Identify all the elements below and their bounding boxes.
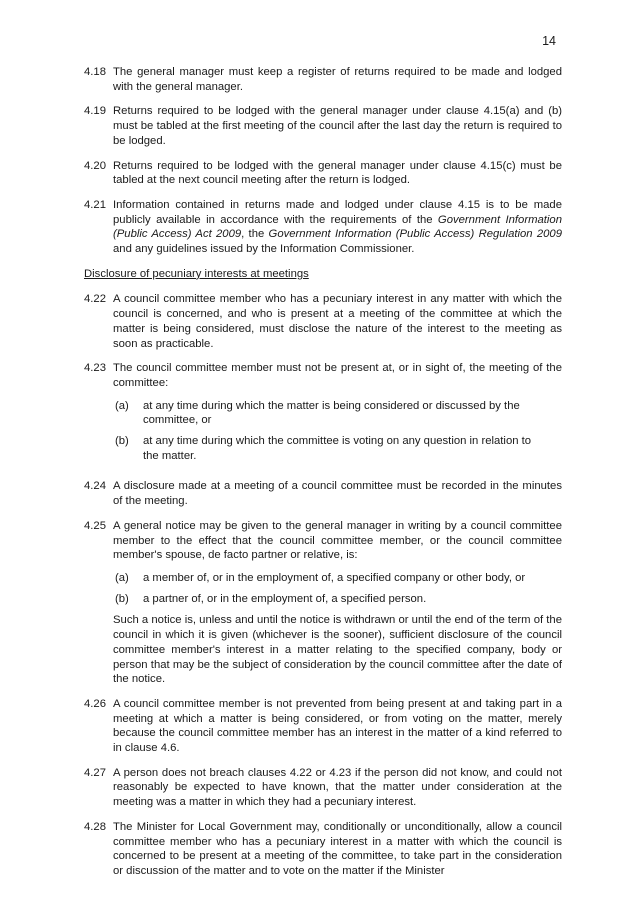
clause-text: The general manager must keep a register of returns required to be made and lodged with the general manager. — [113, 66, 562, 93]
clause-4-26 — [84, 697, 562, 756]
clause-4-24 — [84, 479, 562, 508]
clause-4-28 — [84, 820, 562, 879]
sub-item — [113, 434, 562, 463]
sub-item-text: a member of, or in the employment of, a specified company or other body, or — [143, 571, 526, 584]
clause-4-27 — [84, 766, 562, 810]
clause-text: The council committee member must not be present at, or in sight of, the meeting of the committee: — [113, 362, 562, 389]
clause-text: The Minister for Local Government may, conditionally or unconditionally, allow a council committee member who has a pecuniary interest in a matter with which the council is concerned to be present at a meeting of the committee, to take part in the consideration or discussion of the matter and to vote on the matter if the Minister — [113, 820, 562, 877]
clause-text: A person does not breach clauses 4.22 or 4.23 if the person did not know, and could not reasonably be expected to have known, that the matter under consideration at the meeting was a matter in which they had a pecuniary interest. — [113, 766, 562, 809]
clause-text: Returns required to be lodged with the general manager under clause 4.15(a) and (b) must be tabled at the first meeting of the council after the last day the return is required to be lodged. — [113, 105, 562, 147]
clause-body — [113, 519, 562, 687]
clause-text: A disclosure made at a meeting of a council committee must be recorded in the minutes of the meeting. — [113, 480, 562, 508]
clause-text: A council committee member is not prevented from being present at and taking part in a meeting at which a matter is being considered, or from voting on the matter, merely because the council committee member has an interest in the matter of a kind referred to in clause 4.6. — [113, 697, 562, 755]
act-title: Government Information (Public Access) Act 2009 — [113, 213, 562, 241]
clause-text-part: and any guidelines issued by the Information Commissioner. — [113, 243, 415, 256]
sub-item-text: at any time during which the committee is voting on any question in relation to the matter. — [143, 435, 532, 462]
clause-number: 4.23 — [84, 362, 106, 375]
clause-follow-up-text: Such a notice is, unless and until the notice is withdrawn or until the end of the term of the council in which it is given (whichever is the sooner), sufficient disclosure of the council committee member's interest in a matter relating to the specified company, body or person that may be the subject of consideration by the council committee after the date of the notice. — [113, 614, 562, 686]
clause-number: 4.26 — [84, 697, 106, 710]
sub-item-label: (b) — [115, 592, 129, 605]
clause-body — [113, 361, 562, 469]
sub-item-label: (b) — [115, 435, 129, 448]
regulation-title: Government Information (Public Access) Regulation 2009 — [268, 228, 562, 241]
clause-text-part: Information contained in returns made and lodged under clause 4.15 is to be made publicly available in accordance with the requirements of the — [113, 198, 562, 226]
clause-number: 4.24 — [84, 480, 106, 493]
sub-item-label: (a) — [115, 571, 129, 584]
clause-4-18 — [84, 65, 562, 94]
section-heading: Disclosure of pecuniary interests at meetings — [84, 267, 309, 280]
clause-text: Returns required to be lodged with the general manager under clause 4.15(c) must be tabled at the next council meeting after the return is lodged. — [113, 159, 562, 187]
clause-4-21 — [84, 198, 562, 257]
clause-number: 4.27 — [84, 766, 106, 779]
clause-4-23 — [84, 361, 562, 469]
sub-item — [113, 399, 562, 428]
clause-number: 4.18 — [84, 66, 106, 78]
sub-item-text: a partner of, or in the employment of, a specified person. — [143, 592, 427, 605]
clause-text — [113, 198, 562, 257]
sub-item — [113, 571, 562, 586]
sub-item — [113, 592, 562, 607]
document-body — [84, 65, 562, 889]
sub-item-label: (a) — [115, 399, 129, 412]
clause-text: A council committee member who has a pecuniary interest in any matter with which the council is concerned, and who is present at a meeting of the committee at which the matter is being considered, must disclose the nature of the interest to the meeting as soon as practicable. — [113, 293, 562, 350]
sub-item-list — [113, 571, 562, 606]
clause-4-25 — [84, 519, 562, 687]
clause-4-20 — [84, 159, 562, 188]
sub-item-list — [113, 399, 562, 464]
clause-4-19 — [84, 104, 562, 148]
clause-text-part: , the — [241, 228, 269, 241]
sub-item-text: at any time during which the matter is being considered or discussed by the committee, or — [143, 399, 520, 427]
clause-number: 4.19 — [84, 105, 106, 118]
page-number: 14 — [542, 34, 556, 48]
clause-number: 4.20 — [84, 159, 106, 172]
clause-number: 4.28 — [84, 820, 106, 833]
clause-number: 4.22 — [84, 293, 106, 306]
clause-number: 4.25 — [84, 519, 106, 532]
clause-4-22 — [84, 292, 562, 351]
clause-text: A general notice may be given to the general manager in writing by a council committee member to the effect that the council committee member, or the council committee member's spouse, de facto partner or relative, is: — [113, 519, 562, 562]
clause-number: 4.21 — [84, 198, 106, 211]
